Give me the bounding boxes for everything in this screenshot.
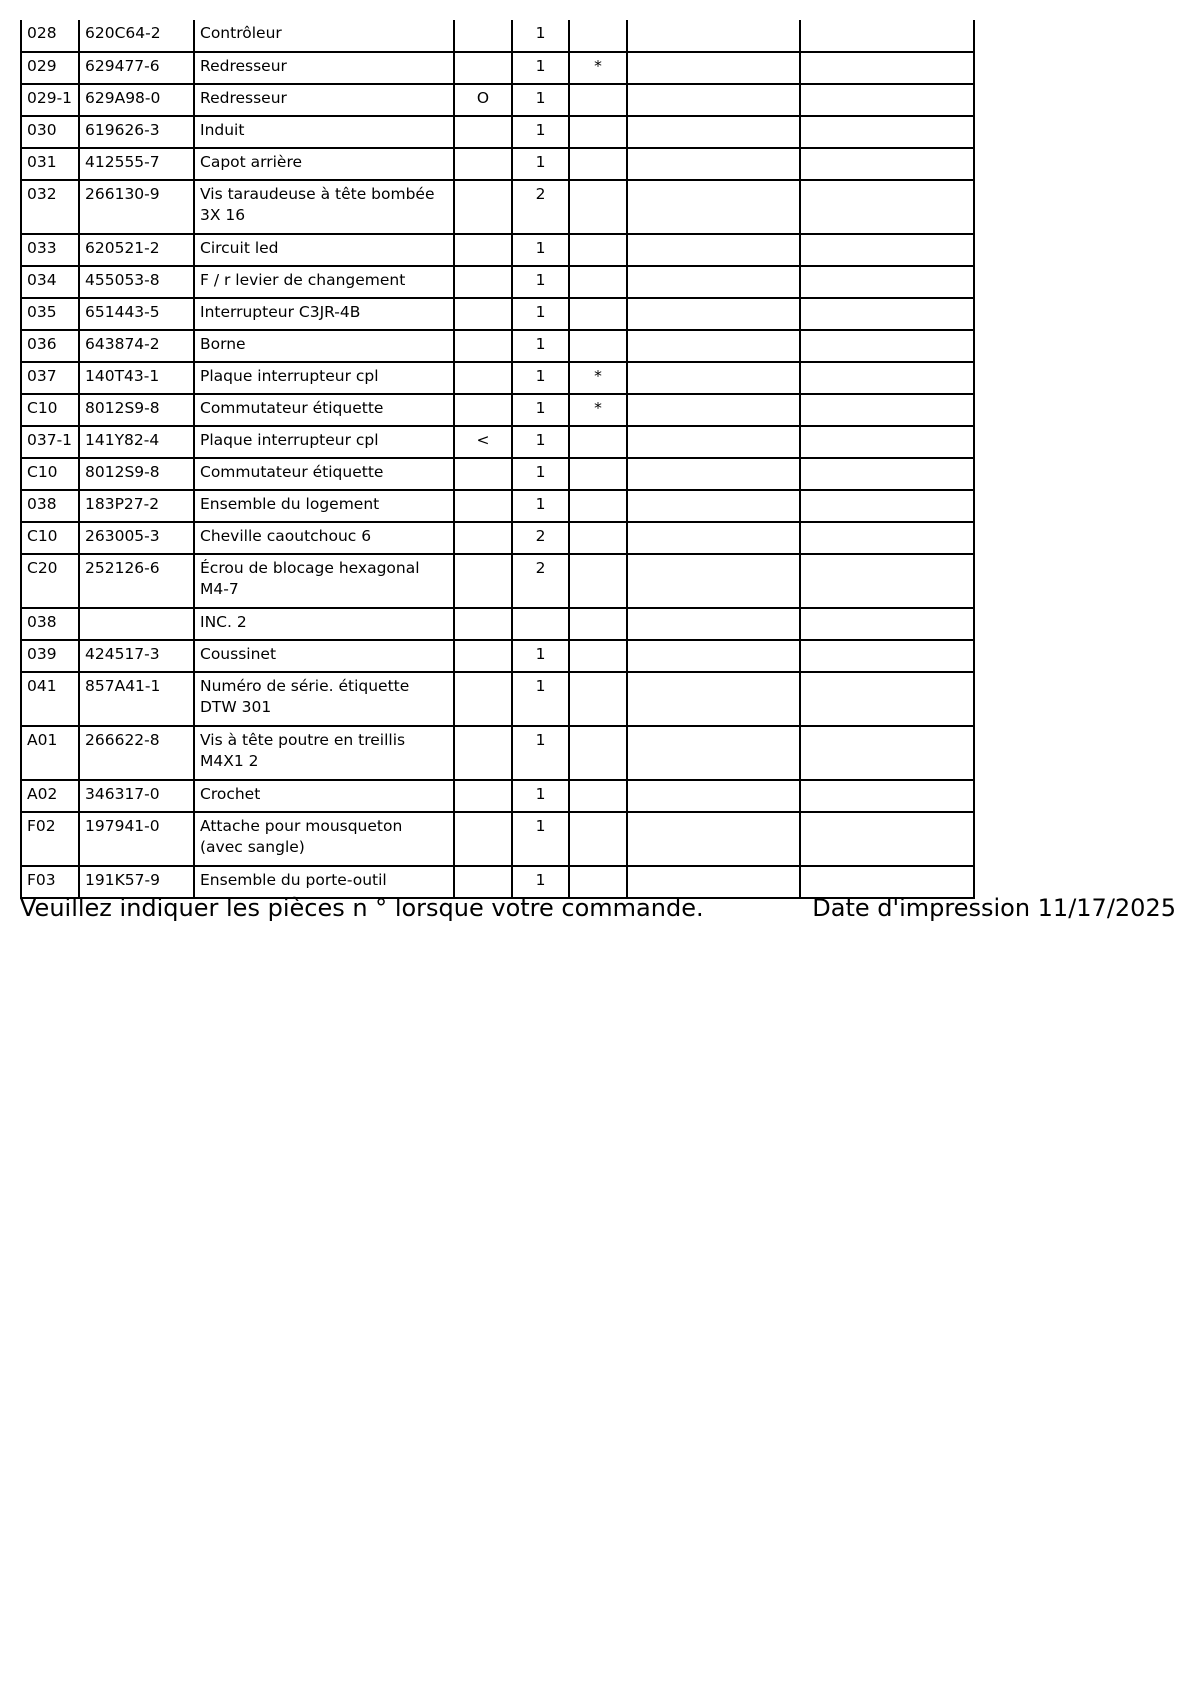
print-date: Date d'impression 11/17/2025 [812,894,1176,922]
empty-cell [627,812,800,866]
ref-cell: C10 [21,522,79,554]
flag-cell [454,780,512,812]
part-number-cell: 140T43-1 [79,362,194,394]
part-number-cell: 455053-8 [79,266,194,298]
note-cell [569,608,627,640]
table-row [21,180,974,234]
flag-cell [454,608,512,640]
quantity-cell: 1 [512,490,569,522]
note-cell [569,266,627,298]
quantity-cell: 1 [512,362,569,394]
note-cell [569,726,627,780]
part-number-cell: 643874-2 [79,330,194,362]
ref-cell: 034 [21,266,79,298]
part-number-cell: 857A41-1 [79,672,194,726]
table-row [21,116,974,148]
quantity-cell: 1 [512,116,569,148]
quantity-cell: 1 [512,234,569,266]
empty-cell [627,180,800,234]
table-row [21,426,974,458]
table-row [21,780,974,812]
empty-cell [800,116,974,148]
part-number-cell: 619626-3 [79,116,194,148]
part-number-cell: 629477-6 [79,52,194,84]
empty-cell [800,426,974,458]
quantity-cell: 1 [512,726,569,780]
quantity-cell: 1 [512,266,569,298]
empty-cell [627,52,800,84]
table-row [21,522,974,554]
ref-cell: 038 [21,608,79,640]
ref-cell: 038 [21,490,79,522]
flag-cell [454,298,512,330]
flag-cell [454,330,512,362]
parts-table-body [21,20,974,898]
description-cell: Coussinet [194,640,454,672]
note-cell [569,554,627,608]
empty-cell [627,362,800,394]
empty-cell [627,780,800,812]
note-cell [569,490,627,522]
empty-cell [800,640,974,672]
ref-cell: C20 [21,554,79,608]
note-cell [569,116,627,148]
quantity-cell [512,608,569,640]
table-row [21,608,974,640]
part-number-cell [79,608,194,640]
empty-cell [627,148,800,180]
note-cell [569,672,627,726]
note-cell [569,458,627,490]
description-cell: F / r levier de changement [194,266,454,298]
quantity-cell: 1 [512,148,569,180]
empty-cell [627,394,800,426]
empty-cell [627,490,800,522]
empty-cell [800,726,974,780]
quantity-cell: 2 [512,180,569,234]
empty-cell [627,554,800,608]
empty-cell [627,20,800,52]
empty-cell [800,394,974,426]
ref-cell: 041 [21,672,79,726]
part-number-cell: 183P27-2 [79,490,194,522]
flag-cell [454,266,512,298]
flag-cell [454,362,512,394]
note-cell [569,84,627,116]
note-cell [569,234,627,266]
table-row [21,362,974,394]
flag-cell [454,812,512,866]
flag-cell [454,672,512,726]
quantity-cell: 1 [512,866,569,898]
flag-cell [454,116,512,148]
table-row [21,20,974,52]
quantity-cell: 2 [512,554,569,608]
quantity-cell: 1 [512,672,569,726]
table-row [21,812,974,866]
description-cell: Circuit led [194,234,454,266]
note-cell [569,640,627,672]
flag-cell [454,640,512,672]
table-row [21,234,974,266]
empty-cell [627,330,800,362]
table-row [21,266,974,298]
flag-cell: < [454,426,512,458]
table-row [21,330,974,362]
empty-cell [627,458,800,490]
ref-cell: C10 [21,458,79,490]
note-cell [569,330,627,362]
description-cell: Vis à tête poutre en treillis M4X1 2 [194,726,454,780]
quantity-cell: 1 [512,20,569,52]
note-cell: * [569,52,627,84]
empty-cell [800,672,974,726]
description-cell: Plaque interrupteur cpl [194,362,454,394]
table-row [21,148,974,180]
description-cell: Vis taraudeuse à tête bombée 3X 16 [194,180,454,234]
ref-cell: 035 [21,298,79,330]
ref-cell: 037-1 [21,426,79,458]
description-cell: Crochet [194,780,454,812]
empty-cell [800,608,974,640]
flag-cell: O [454,84,512,116]
empty-cell [800,330,974,362]
ref-cell: 028 [21,20,79,52]
ref-cell: 039 [21,640,79,672]
quantity-cell: 1 [512,330,569,362]
quantity-cell: 1 [512,640,569,672]
part-number-cell: 263005-3 [79,522,194,554]
table-row [21,458,974,490]
flag-cell [454,490,512,522]
description-cell: Numéro de série. étiquette DTW 301 [194,672,454,726]
description-cell: Interrupteur C3JR-4B [194,298,454,330]
ref-cell: 037 [21,362,79,394]
ref-cell: 030 [21,116,79,148]
flag-cell [454,148,512,180]
ref-cell: 033 [21,234,79,266]
part-number-cell: 8012S9-8 [79,458,194,490]
empty-cell [627,640,800,672]
quantity-cell: 1 [512,84,569,116]
part-number-cell: 346317-0 [79,780,194,812]
flag-cell [454,20,512,52]
table-row [21,672,974,726]
table-row [21,726,974,780]
part-number-cell: 266622-8 [79,726,194,780]
part-number-cell: 620C64-2 [79,20,194,52]
order-instruction: Veuillez indiquer les pièces n ° lorsque votre commande. [20,894,704,922]
description-cell: Attache pour mousqueton (avec sangle) [194,812,454,866]
description-cell: Borne [194,330,454,362]
flag-cell [454,522,512,554]
empty-cell [627,426,800,458]
flag-cell [454,554,512,608]
table-row [21,554,974,608]
quantity-cell: 1 [512,458,569,490]
quantity-cell: 1 [512,780,569,812]
note-cell [569,780,627,812]
quantity-cell: 2 [512,522,569,554]
part-number-cell: 424517-3 [79,640,194,672]
quantity-cell: 1 [512,52,569,84]
empty-cell [627,298,800,330]
note-cell [569,180,627,234]
part-number-cell: 141Y82-4 [79,426,194,458]
empty-cell [800,298,974,330]
ref-cell: F03 [21,866,79,898]
part-number-cell: 191K57-9 [79,866,194,898]
table-row [21,640,974,672]
empty-cell [800,180,974,234]
part-number-cell: 629A98-0 [79,84,194,116]
flag-cell [454,458,512,490]
empty-cell [627,608,800,640]
empty-cell [627,266,800,298]
description-cell: Cheville caoutchouc 6 [194,522,454,554]
note-cell [569,812,627,866]
empty-cell [800,52,974,84]
part-number-cell: 8012S9-8 [79,394,194,426]
flag-cell [454,180,512,234]
empty-cell [800,522,974,554]
note-cell [569,298,627,330]
description-cell: Ensemble du logement [194,490,454,522]
ref-cell: 031 [21,148,79,180]
description-cell: Commutateur étiquette [194,394,454,426]
empty-cell [800,20,974,52]
table-row [21,52,974,84]
empty-cell [627,84,800,116]
empty-cell [800,148,974,180]
table-row [21,394,974,426]
quantity-cell: 1 [512,426,569,458]
description-cell: INC. 2 [194,608,454,640]
empty-cell [627,116,800,148]
part-number-cell: 197941-0 [79,812,194,866]
note-cell: * [569,362,627,394]
ref-cell: F02 [21,812,79,866]
empty-cell [800,780,974,812]
ref-cell: 032 [21,180,79,234]
empty-cell [800,554,974,608]
description-cell: Induit [194,116,454,148]
description-cell: Écrou de blocage hexagonal M4-7 [194,554,454,608]
description-cell: Redresseur [194,84,454,116]
flag-cell [454,394,512,426]
note-cell [569,426,627,458]
quantity-cell: 1 [512,812,569,866]
empty-cell [800,266,974,298]
description-cell: Commutateur étiquette [194,458,454,490]
flag-cell [454,726,512,780]
description-cell: Capot arrière [194,148,454,180]
empty-cell [800,490,974,522]
empty-cell [800,234,974,266]
note-cell: * [569,394,627,426]
part-number-cell: 651443-5 [79,298,194,330]
empty-cell [800,458,974,490]
table-row [21,490,974,522]
empty-cell [800,812,974,866]
description-cell: Redresseur [194,52,454,84]
empty-cell [627,672,800,726]
part-number-cell: 412555-7 [79,148,194,180]
description-cell: Contrôleur [194,20,454,52]
part-number-cell: 252126-6 [79,554,194,608]
ref-cell: A01 [21,726,79,780]
table-row [21,298,974,330]
empty-cell [627,726,800,780]
quantity-cell: 1 [512,298,569,330]
note-cell [569,20,627,52]
ref-cell: C10 [21,394,79,426]
description-cell: Plaque interrupteur cpl [194,426,454,458]
empty-cell [800,84,974,116]
description-cell: Ensemble du porte-outil [194,866,454,898]
parts-table [20,20,975,899]
empty-cell [627,234,800,266]
ref-cell: 029 [21,52,79,84]
part-number-cell: 620521-2 [79,234,194,266]
ref-cell: 029-1 [21,84,79,116]
ref-cell: 036 [21,330,79,362]
empty-cell [627,522,800,554]
table-row [21,84,974,116]
note-cell [569,148,627,180]
flag-cell [454,52,512,84]
part-number-cell: 266130-9 [79,180,194,234]
ref-cell: A02 [21,780,79,812]
note-cell [569,522,627,554]
quantity-cell: 1 [512,394,569,426]
flag-cell [454,234,512,266]
empty-cell [800,362,974,394]
